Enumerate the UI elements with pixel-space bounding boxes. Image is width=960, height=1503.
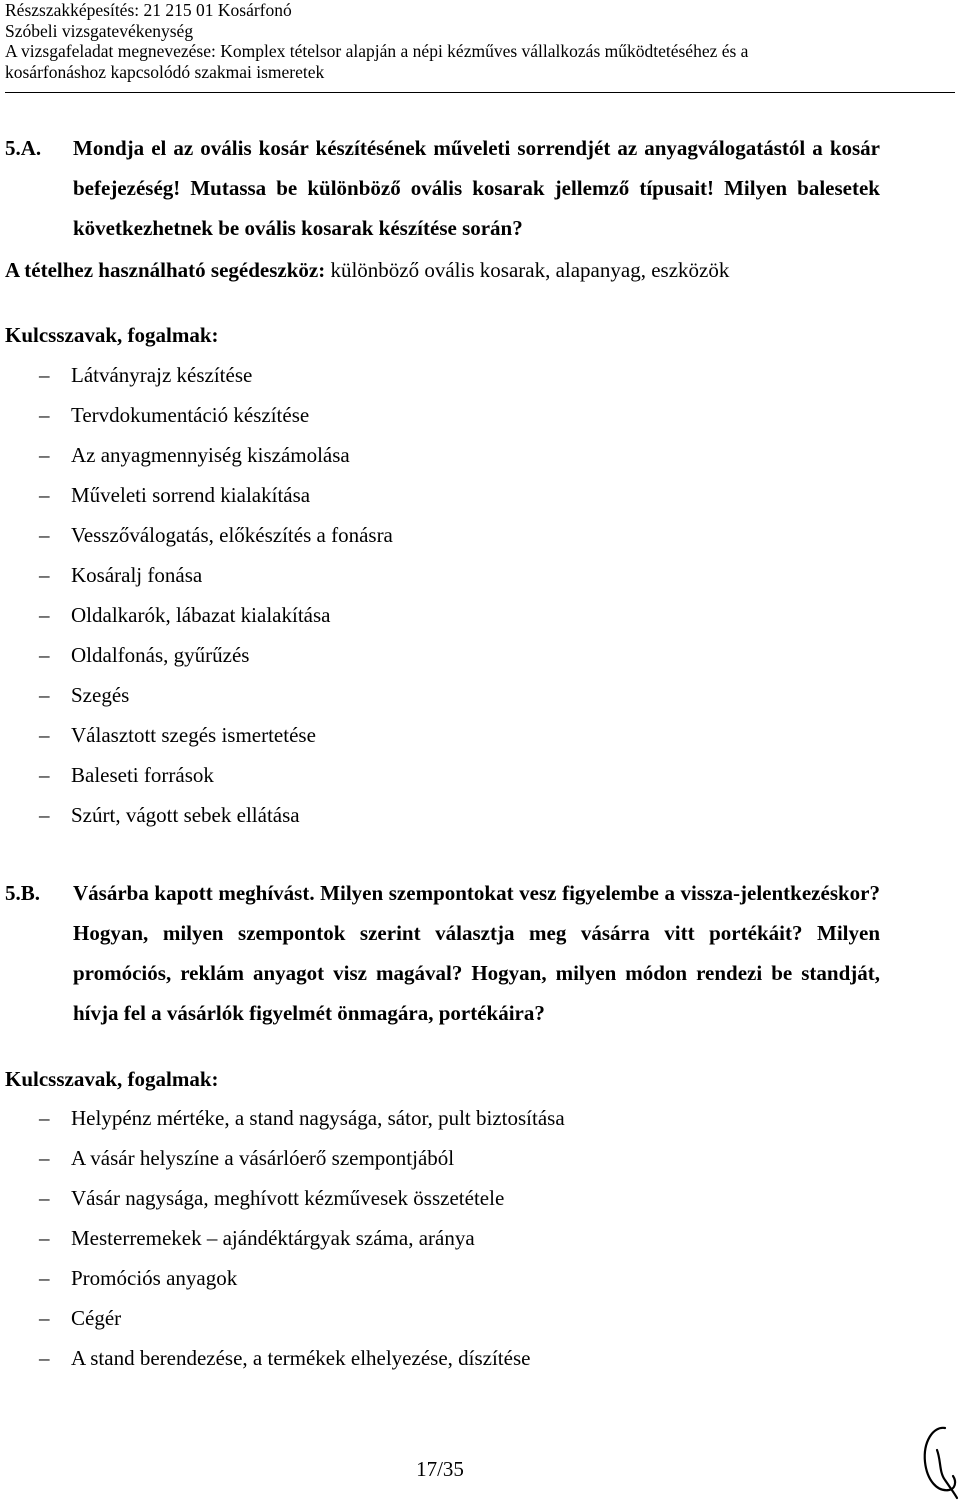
keyword-text: A stand berendezése, a termékek elhelyezése, díszítése [71,1346,531,1370]
dash-bullet-icon: – [39,443,50,467]
question-number: 5.B. [5,881,41,905]
dash-bullet-icon: – [39,1346,50,1370]
keyword-text: Oldalfonás, gyűrűzés [71,643,250,667]
dash-bullet-icon: – [39,483,50,507]
keyword-text: Tervdokumentáció készítése [71,403,310,427]
keyword-text: A vásár helyszíne a vásárlóerő szempontjából [71,1146,455,1170]
keyword-text: Műveleti sorrend kialakítása [71,483,311,507]
keyword-text: Promóciós anyagok [71,1266,238,1290]
header-line-task-name-cont: kosárfonáshoz kapcsolódó szakmai ismeretek [5,61,325,82]
dash-bullet-icon: – [39,1306,50,1330]
keyword-text: Baleseti források [71,763,214,787]
keyword-text: Vásár nagysága, meghívott kézművesek összetétele [71,1186,505,1210]
header-divider [5,92,955,93]
question-number: 5.A. [5,136,42,160]
keywords-heading-a: Kulcsszavak, fogalmak: [5,323,219,347]
dash-bullet-icon: – [39,1186,50,1210]
keyword-text: Cégér [71,1306,122,1330]
keyword-text: Választott szegés ismertetése [71,723,316,747]
dash-bullet-icon: – [39,563,50,587]
keyword-text: Az anyagmennyiség kiszámolása [71,443,350,467]
keyword-text: Kosáralj fonása [71,563,203,587]
page-number: 17/35 [416,1457,464,1481]
dash-bullet-icon: – [39,1106,50,1130]
signature-icon [915,1420,959,1500]
header-line-task-name: A vizsgafeladat megnevezése: Komplex tételsor alapján a népi kézműves vállalkozás működtetéséhez és a [5,41,749,61]
tools-line [5,250,729,290]
dash-bullet-icon: – [39,683,50,707]
header-line-qualification: Részszakképesítés: 21 215 01 Kosárfonó [5,0,292,20]
tools-label: A tételhez használható segédeszköz: [5,258,326,282]
dash-bullet-icon: – [39,403,50,427]
dash-bullet-icon: – [39,803,50,827]
dash-bullet-icon: – [39,603,50,627]
page-header [5,0,955,82]
tools-text: különböző ovális kosarak, alapanyag, eszközök [325,258,730,282]
dash-bullet-icon: – [39,523,50,547]
dash-bullet-icon: – [39,1266,50,1290]
keywords-heading-b: Kulcsszavak, fogalmak: [5,1067,219,1091]
keyword-text: Látványrajz készítése [71,363,253,387]
dash-bullet-icon: – [39,643,50,667]
keyword-text: Oldalkarók, lábazat kialakítása [71,603,331,627]
dash-bullet-icon: – [39,1146,50,1170]
keyword-text: Szegés [71,683,130,707]
question-text: Mondja el az ovális kosár készítésének műveleti sorrendjét az anyagválogatástól a kosár befejezéség! Mutassa be különböző ovális kosarak jellemző típusait! Milyen balesetek következhetnek be ovális kosarak készítése során? [73,136,880,240]
keyword-text: Szúrt, vágott sebek ellátása [71,803,300,827]
dash-bullet-icon: – [39,763,50,787]
dash-bullet-icon: – [39,1226,50,1250]
dash-bullet-icon: – [39,363,50,387]
keyword-text: Vesszőválogatás, előkészítés a fonásra [71,523,393,547]
dash-bullet-icon: – [39,723,50,747]
question-text: Vásárba kapott meghívást. Milyen szempontokat vesz figyelembe a vissza-jelentkezéskor? Hogyan, milyen szempontok szerint választja meg vásárra vitt portékáit? Milyen promóciós, reklám anyagot visz magával? Hogyan, milyen módon rendezi be standját, hívja fel a vásárlók figyelmét önmagára, portékáira? [73,881,880,1025]
keyword-text: Mesterremekek – ajándéktárgyak száma, aránya [71,1226,475,1250]
keyword-text: Helypénz mértéke, a stand nagysága, sátor, pult biztosítása [71,1106,565,1130]
header-line-exam-type: Szóbeli vizsgatevékenység [5,20,194,41]
